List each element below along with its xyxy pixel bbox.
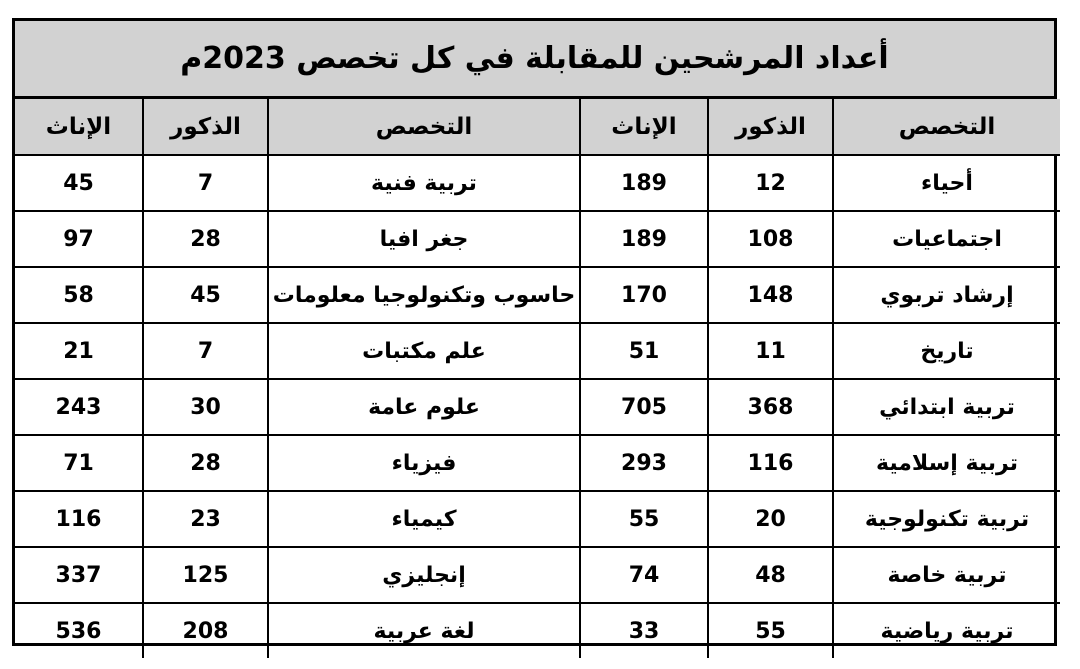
right-males-cell: 55 [708,603,833,658]
left-males-cell: 28 [143,211,268,267]
left-specialty-cell: حاسوب وتكنولوجيا معلومات [268,267,580,323]
table-row [15,211,1060,267]
right-females-cell: 293 [580,435,708,491]
right-males-cell: 108 [708,211,833,267]
header-row [15,99,1060,155]
left-females-cell: 97 [15,211,143,267]
right-females-cell: 74 [580,547,708,603]
left-specialty-cell: جغر افيا [268,211,580,267]
left-females-cell: 116 [15,491,143,547]
left-specialty-cell: فيزياء [268,435,580,491]
left-females-cell: 71 [15,435,143,491]
left-males-cell: 125 [143,547,268,603]
header-specialty-left: التخصص [268,99,580,155]
left-specialty-cell: علم مكتبات [268,323,580,379]
right-specialty-cell: تربية خاصة [833,547,1060,603]
header-females-right: الإناث [580,99,708,155]
left-females-cell: 243 [15,379,143,435]
table-row [15,155,1060,211]
left-males-cell: 23 [143,491,268,547]
right-males-cell: 48 [708,547,833,603]
right-females-cell: 33 [580,603,708,658]
right-females-cell: 55 [580,491,708,547]
right-males-cell: 11 [708,323,833,379]
table-row [15,267,1060,323]
left-specialty-cell: إنجليزي [268,547,580,603]
left-specialty-cell: تربية فنية [268,155,580,211]
left-females-cell: 58 [15,267,143,323]
table-row [15,491,1060,547]
table-row [15,435,1060,491]
table-row [15,547,1060,603]
candidates-table-sheet [12,18,1057,646]
right-specialty-cell: تربية إسلامية [833,435,1060,491]
header-females-left: الإناث [15,99,143,155]
table-row [15,603,1060,658]
right-specialty-cell: تربية رياضية [833,603,1060,658]
right-males-cell: 116 [708,435,833,491]
left-males-cell: 30 [143,379,268,435]
right-males-cell: 368 [708,379,833,435]
right-specialty-cell: أحياء [833,155,1060,211]
left-specialty-cell: لغة عربية [268,603,580,658]
right-specialty-cell: تاريخ [833,323,1060,379]
left-specialty-cell: علوم عامة [268,379,580,435]
left-males-cell: 208 [143,603,268,658]
left-males-cell: 45 [143,267,268,323]
table-body [15,155,1060,658]
left-males-cell: 7 [143,155,268,211]
left-females-cell: 536 [15,603,143,658]
table-title: أعداد المرشحين للمقابلة في كل تخصص 2023م [15,21,1054,99]
right-specialty-cell: تربية تكنولوجية [833,491,1060,547]
right-males-cell: 12 [708,155,833,211]
header-males-left: الذكور [143,99,268,155]
right-males-cell: 20 [708,491,833,547]
right-females-cell: 51 [580,323,708,379]
left-females-cell: 337 [15,547,143,603]
right-specialty-cell: اجتماعيات [833,211,1060,267]
right-females-cell: 170 [580,267,708,323]
left-females-cell: 21 [15,323,143,379]
header-specialty-right: التخصص [833,99,1060,155]
right-females-cell: 705 [580,379,708,435]
right-females-cell: 189 [580,155,708,211]
table-row [15,323,1060,379]
left-females-cell: 45 [15,155,143,211]
right-males-cell: 148 [708,267,833,323]
right-females-cell: 189 [580,211,708,267]
left-males-cell: 7 [143,323,268,379]
right-specialty-cell: تربية ابتدائي [833,379,1060,435]
header-males-right: الذكور [708,99,833,155]
left-males-cell: 28 [143,435,268,491]
table-row [15,379,1060,435]
right-specialty-cell: إرشاد تربوي [833,267,1060,323]
candidates-table [15,99,1060,658]
left-specialty-cell: كيمياء [268,491,580,547]
